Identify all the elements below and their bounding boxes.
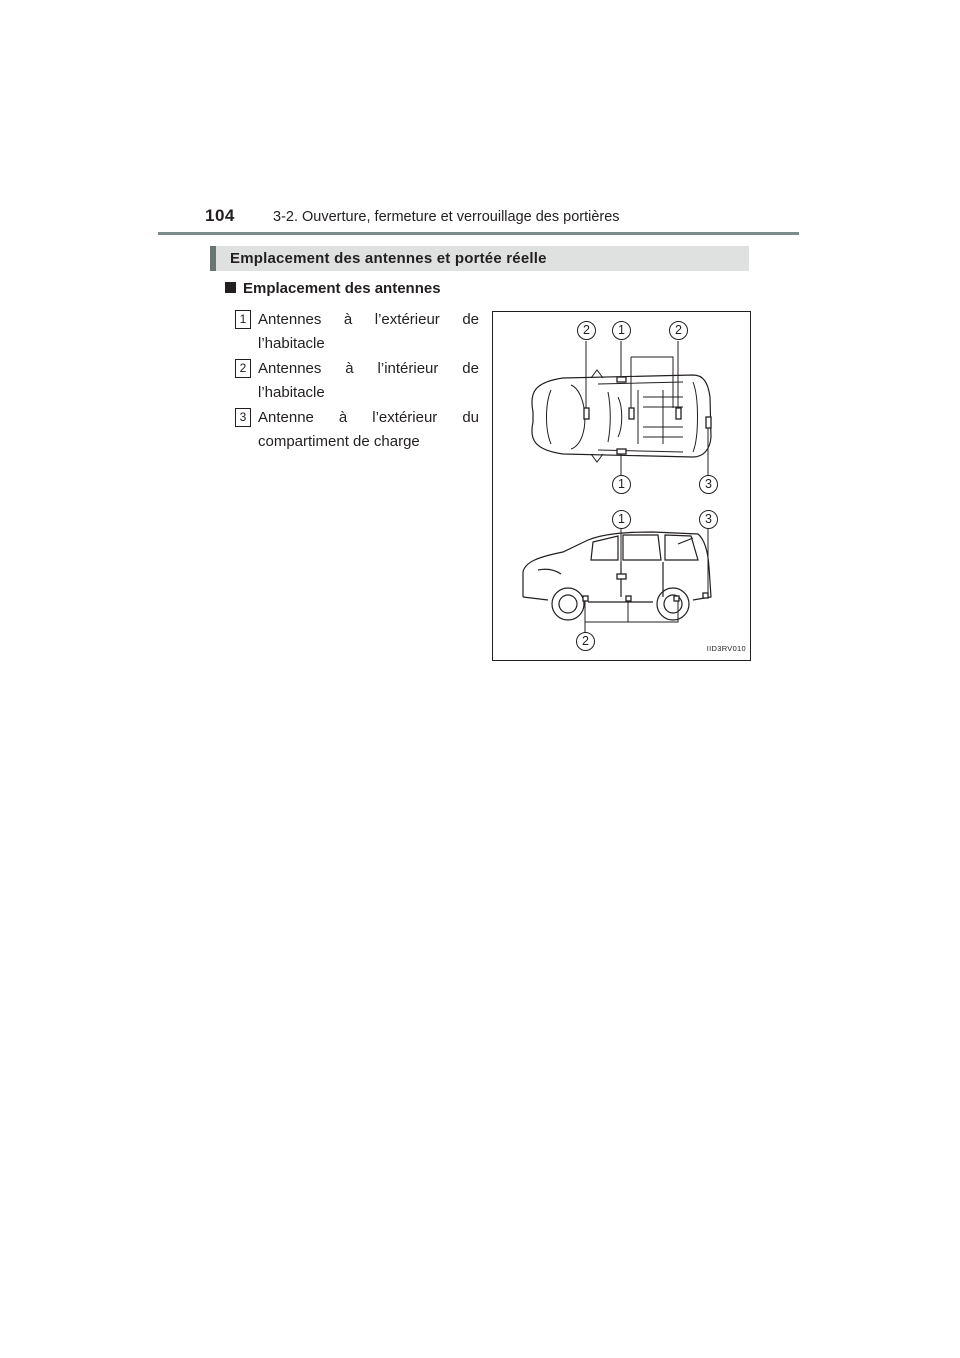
figure-code: IID3RV010 xyxy=(706,644,746,653)
running-title: 3-2. Ouverture, fermeture et verrouillage des portières xyxy=(273,209,620,225)
subsection-title xyxy=(225,280,441,297)
callout-1: 1 xyxy=(612,510,631,529)
legend-text: Antenne à l’extérieur du compartiment de charge xyxy=(258,409,479,450)
square-bullet-icon xyxy=(225,282,236,293)
callout-2: 2 xyxy=(577,321,596,340)
legend-number: 3 xyxy=(235,408,251,427)
legend-text: Antennes à l’intérieur de l’habitacle xyxy=(258,360,479,401)
callout-1: 1 xyxy=(612,321,631,340)
antenna-location-figure xyxy=(492,311,751,661)
callout-2: 2 xyxy=(669,321,688,340)
callout-3: 3 xyxy=(699,510,718,529)
legend-number: 1 xyxy=(235,310,251,329)
legend-text: Antennes à l’extérieur de l’habitacle xyxy=(258,311,479,352)
subsection-title-text: Emplacement des antennes xyxy=(243,280,441,297)
header-rule xyxy=(158,232,799,235)
callout-2: 2 xyxy=(576,632,595,651)
section-heading-bar xyxy=(210,246,749,271)
legend-number: 2 xyxy=(235,359,251,378)
callout-3: 3 xyxy=(699,475,718,494)
page-number: 104 xyxy=(205,206,235,225)
section-title: Emplacement des antennes et portée réelle xyxy=(230,250,547,267)
car-top-view xyxy=(532,370,711,462)
callout-1: 1 xyxy=(612,475,631,494)
